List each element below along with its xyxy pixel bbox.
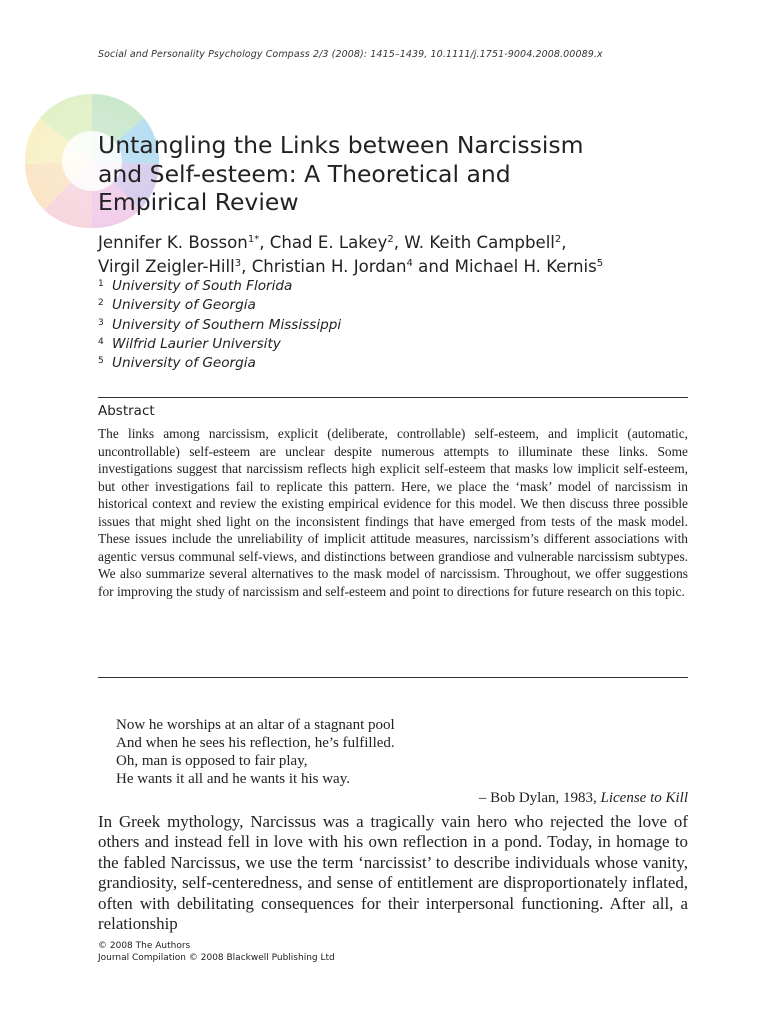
author-separator: , [393,233,405,252]
author-affiliation-mark: 1* [247,234,260,245]
author-separator: , [241,257,252,276]
epigraph-line: Now he worships at an altar of a stagnant pool [116,717,395,733]
epigraph-line: He wants it all and he wants it his way. [116,771,350,787]
footer-line: © 2008 The Authors [98,941,191,951]
abstract-bottom-rule [98,677,688,678]
journal-citation: Social and Personality Psychology Compass 2/3 (2008): 1415–1439, 10.1111/j.1751-9004.2008.00089.x [98,49,603,60]
epigraph-line: Oh, man is opposed to fair play, [116,753,308,769]
author-affiliation-mark: 2 [387,234,394,245]
body-paragraph: In Greek mythology, Narcissus was a tragically vain hero who rejected the love of others and instead fell in love with his own reflection in a pond. Today, in homage to the fabled Narcissus, we use the term ‘narcissist’ to describe individuals whose vanity, grandiosity, self-centeredness, and sense of entitlement are disproportionately inflated, often with debilitating consequences for their interpersonal functioning. After all, a relationship [98,812,688,934]
title-line: and Self-esteem: A Theoretical and [98,159,511,188]
affiliation-number: 3 [98,317,104,328]
abstract-top-rule [98,397,688,398]
affiliation-name: University of Georgia [112,297,256,314]
author-name: Michael H. Kernis [454,257,597,276]
author-name: Virgil Zeigler-Hill [98,257,235,276]
affiliation-number: 1 [98,279,104,289]
epigraph-attribution [116,789,688,807]
affiliation-item [98,276,341,295]
copyright-footer [98,941,335,964]
epigraph [116,716,688,807]
epigraph-line: And when he sees his reflection, he’s fulfilled. [116,735,395,751]
affiliation-item [98,334,341,353]
author-name: Jennifer K. Bosson [98,233,248,252]
abstract-text: The links among narcissism, explicit (deliberate, controllable) self-esteem, and implicit (automatic, uncontrollable) self-esteem are unclear despite numerous attempts to illuminate these links. Some investigations suggest that narcissism reflects high explicit self-esteem that masks low implicit self-esteem, but other investigations fail to replicate this pattern. Here, we place the ‘mask’ model of narcissism in historical context and review the existing empirical evidence for this model. We then discuss three possible issues that might shed light on the inconsistent findings that have emerged from tests of the mask model. These issues include the unreliability of implicit attitude measures, narcissism’s different associations with agentic versus communal self-views, and distinctions between grandiose and vulnerable narcissism subtypes. We also summarize several alternatives to the mask model of narcissism. Throughout, we offer suggestions for improving the study of narcissism and self-esteem and point to directions for future research on this topic. [98,426,688,599]
affiliation-item [98,295,341,314]
title-line: Untangling the Links between Narcissism [98,131,584,159]
affiliation-list [98,276,341,372]
affiliation-item [98,315,341,334]
author-name: Chad E. Lakey [269,233,388,252]
affiliation-name: University of Southern Mississippi [112,316,342,333]
affiliation-name: University of Georgia [112,355,256,372]
author-separator: , [561,233,567,252]
author-affiliation-mark: 5 [596,258,604,269]
author-affiliation-mark: 3 [234,258,242,269]
affiliation-number: 5 [98,356,104,367]
attribution-text: – Bob Dylan, 1983, [478,790,601,806]
affiliation-name: University of South Florida [112,278,293,294]
author-separator: , [259,233,270,252]
author-affiliation-mark: 4 [406,258,413,269]
abstract-heading: Abstract [98,403,155,419]
affiliation-item [98,353,341,372]
author-list [98,231,738,279]
author-separator: and [412,257,455,276]
affiliation-number: 4 [98,336,104,347]
author-name: W. Keith Campbell [404,233,555,252]
affiliation-name: Wilfrid Laurier University [112,335,281,352]
article-title [98,131,698,217]
title-line: Empirical Review [98,188,299,216]
affiliation-number: 2 [98,298,104,309]
footer-line: Journal Compilation © 2008 Blackwell Publishing Ltd [98,952,335,963]
author-name: Christian H. Jordan [251,257,407,276]
author-affiliation-mark: 2 [554,234,562,245]
attribution-title: License to Kill [600,790,688,806]
